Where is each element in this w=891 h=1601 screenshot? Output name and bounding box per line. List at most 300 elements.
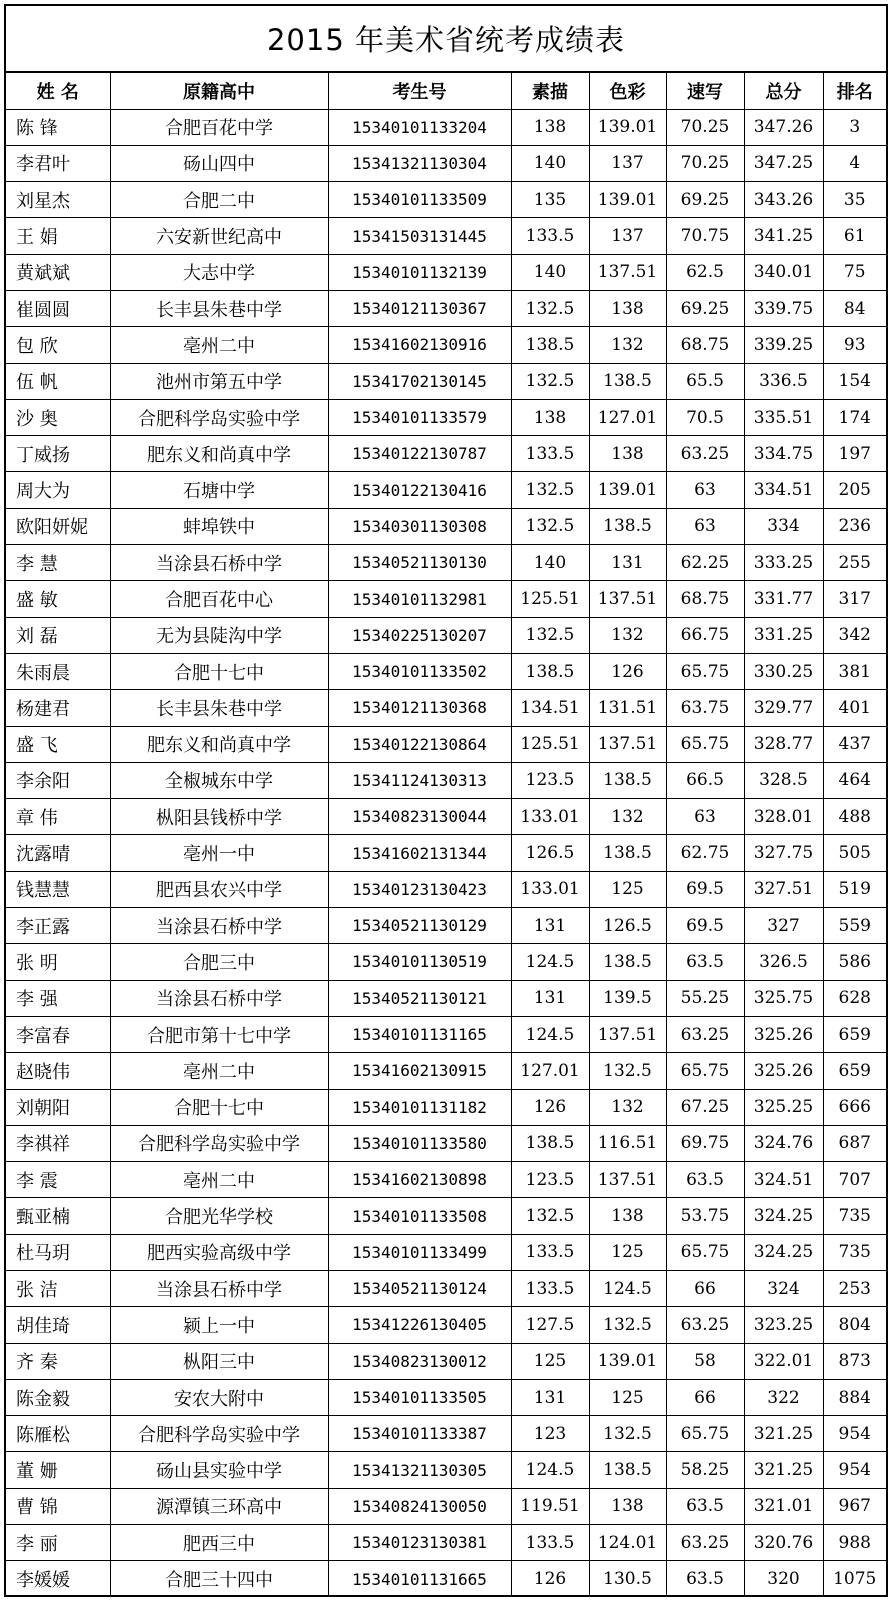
table-row <box>6 1452 886 1488</box>
exam-id: 15340121130368 <box>328 690 511 726</box>
rank: 197 <box>823 436 886 472</box>
total-score: 331.25 <box>744 617 823 653</box>
sketch-score: 133.01 <box>511 871 589 907</box>
exam-id: 15340122130416 <box>328 472 511 508</box>
total-score: 343.26 <box>744 182 823 218</box>
color-score: 139.01 <box>589 472 666 508</box>
color-score: 138.5 <box>589 835 666 871</box>
table-row <box>6 109 886 145</box>
table-row <box>6 1198 886 1234</box>
school-name: 石塘中学 <box>110 472 328 508</box>
quick-sketch-score: 63.75 <box>666 690 744 726</box>
color-score: 132 <box>589 327 666 363</box>
quick-sketch-score: 69.5 <box>666 908 744 944</box>
exam-id: 15340521130121 <box>328 980 511 1016</box>
quick-sketch-score: 67.25 <box>666 1089 744 1125</box>
sketch-score: 125.51 <box>511 726 589 762</box>
exam-id: 15341226130405 <box>328 1307 511 1343</box>
student-name: 李富春 <box>6 1016 110 1052</box>
student-name: 杜马玥 <box>6 1234 110 1270</box>
total-score: 335.51 <box>744 399 823 435</box>
total-score: 341.25 <box>744 218 823 254</box>
color-score: 124.5 <box>589 1271 666 1307</box>
student-name: 甄亚楠 <box>6 1198 110 1234</box>
exam-id: 15340101133580 <box>328 1125 511 1161</box>
total-score: 322.01 <box>744 1343 823 1379</box>
rank: 253 <box>823 1271 886 1307</box>
student-name: 李祺祥 <box>6 1125 110 1161</box>
exam-id: 15340101133508 <box>328 1198 511 1234</box>
rank: 236 <box>823 508 886 544</box>
table-row <box>6 908 886 944</box>
sketch-score: 131 <box>511 1379 589 1415</box>
school-name: 当涂县石桥中学 <box>110 545 328 581</box>
total-score: 331.77 <box>744 581 823 617</box>
color-score: 132 <box>589 799 666 835</box>
sketch-score: 126 <box>511 1561 589 1597</box>
quick-sketch-score: 63.25 <box>666 1307 744 1343</box>
exam-id: 15340121130367 <box>328 290 511 326</box>
exam-id: 15340101131182 <box>328 1089 511 1125</box>
sketch-score: 135 <box>511 182 589 218</box>
quick-sketch-score: 69.5 <box>666 871 744 907</box>
quick-sketch-score: 55.25 <box>666 980 744 1016</box>
table-row <box>6 399 886 435</box>
student-name: 张 洁 <box>6 1271 110 1307</box>
color-score: 132.5 <box>589 1053 666 1089</box>
student-name: 李 震 <box>6 1162 110 1198</box>
total-score: 324.76 <box>744 1125 823 1161</box>
color-score: 131.51 <box>589 690 666 726</box>
quick-sketch-score: 63 <box>666 472 744 508</box>
total-score: 324.25 <box>744 1198 823 1234</box>
color-score: 139.01 <box>589 109 666 145</box>
table-row <box>6 762 886 798</box>
student-name: 周大为 <box>6 472 110 508</box>
sketch-score: 131 <box>511 908 589 944</box>
school-name: 无为县陡沟中学 <box>110 617 328 653</box>
quick-sketch-score: 70.25 <box>666 145 744 181</box>
exam-id: 15340521130130 <box>328 545 511 581</box>
header-color: 色彩 <box>589 73 666 109</box>
quick-sketch-score: 58 <box>666 1343 744 1379</box>
color-score: 131 <box>589 545 666 581</box>
color-score: 137.51 <box>589 1162 666 1198</box>
student-name: 李 丽 <box>6 1525 110 1561</box>
school-name: 源潭镇三环高中 <box>110 1488 328 1524</box>
rank: 659 <box>823 1016 886 1052</box>
quick-sketch-score: 65.75 <box>666 653 744 689</box>
rank: 735 <box>823 1234 886 1270</box>
color-score: 138 <box>589 1198 666 1234</box>
exam-id: 15340823130012 <box>328 1343 511 1379</box>
total-score: 321.25 <box>744 1452 823 1488</box>
total-score: 320.76 <box>744 1525 823 1561</box>
table-row <box>6 327 886 363</box>
total-score: 328.01 <box>744 799 823 835</box>
sketch-score: 133.5 <box>511 1234 589 1270</box>
total-score: 326.5 <box>744 944 823 980</box>
student-name: 朱雨晨 <box>6 653 110 689</box>
color-score: 137.51 <box>589 1016 666 1052</box>
exam-id: 15340101132139 <box>328 254 511 290</box>
exam-id: 15341503131445 <box>328 218 511 254</box>
table-row <box>6 1561 886 1597</box>
table-row <box>6 1162 886 1198</box>
total-score: 336.5 <box>744 363 823 399</box>
table-row <box>6 944 886 980</box>
student-name: 包 欣 <box>6 327 110 363</box>
header-row <box>6 73 886 109</box>
student-name: 杨建君 <box>6 690 110 726</box>
quick-sketch-score: 65.75 <box>666 726 744 762</box>
total-score: 324.51 <box>744 1162 823 1198</box>
quick-sketch-score: 65.5 <box>666 363 744 399</box>
table-row <box>6 436 886 472</box>
table-row <box>6 290 886 326</box>
table-row <box>6 726 886 762</box>
sketch-score: 138 <box>511 399 589 435</box>
student-name: 王 娟 <box>6 218 110 254</box>
quick-sketch-score: 69.25 <box>666 182 744 218</box>
color-score: 125 <box>589 1234 666 1270</box>
color-score: 132.5 <box>589 1416 666 1452</box>
quick-sketch-score: 65.75 <box>666 1234 744 1270</box>
quick-sketch-score: 69.75 <box>666 1125 744 1161</box>
rank: 488 <box>823 799 886 835</box>
student-name: 丁威扬 <box>6 436 110 472</box>
total-score: 325.25 <box>744 1089 823 1125</box>
quick-sketch-score: 63.25 <box>666 1016 744 1052</box>
quick-sketch-score: 62.75 <box>666 835 744 871</box>
student-name: 曹 锦 <box>6 1488 110 1524</box>
sketch-score: 133.5 <box>511 218 589 254</box>
exam-id: 15340521130124 <box>328 1271 511 1307</box>
school-name: 肥西实验高级中学 <box>110 1234 328 1270</box>
student-name: 沙 奥 <box>6 399 110 435</box>
color-score: 126.5 <box>589 908 666 944</box>
exam-id: 15340101133387 <box>328 1416 511 1452</box>
exam-id: 15340122130864 <box>328 726 511 762</box>
quick-sketch-score: 63.5 <box>666 944 744 980</box>
exam-id: 15340123130381 <box>328 1525 511 1561</box>
exam-id: 15340301130308 <box>328 508 511 544</box>
color-score: 139.01 <box>589 182 666 218</box>
student-name: 盛 飞 <box>6 726 110 762</box>
rank: 61 <box>823 218 886 254</box>
table-row <box>6 690 886 726</box>
sketch-score: 140 <box>511 254 589 290</box>
student-name: 李 慧 <box>6 545 110 581</box>
table-row <box>6 254 886 290</box>
color-score: 138.5 <box>589 762 666 798</box>
table-row <box>6 145 886 181</box>
rank: 75 <box>823 254 886 290</box>
rank: 804 <box>823 1307 886 1343</box>
total-score: 329.77 <box>744 690 823 726</box>
exam-id: 15340101132981 <box>328 581 511 617</box>
header-name: 姓 名 <box>6 73 110 109</box>
exam-id: 15340101133499 <box>328 1234 511 1270</box>
table-row <box>6 508 886 544</box>
table-row <box>6 617 886 653</box>
student-name: 齐 秦 <box>6 1343 110 1379</box>
rank: 3 <box>823 109 886 145</box>
table-row <box>6 980 886 1016</box>
quick-sketch-score: 62.5 <box>666 254 744 290</box>
table-row <box>6 1089 886 1125</box>
school-name: 长丰县朱巷中学 <box>110 290 328 326</box>
exam-id: 15340824130050 <box>328 1488 511 1524</box>
header-total: 总分 <box>744 73 823 109</box>
total-score: 347.26 <box>744 109 823 145</box>
student-name: 陈金毅 <box>6 1379 110 1415</box>
exam-id: 15341321130304 <box>328 145 511 181</box>
school-name: 合肥十七中 <box>110 653 328 689</box>
quick-sketch-score: 66 <box>666 1379 744 1415</box>
table-row <box>6 1307 886 1343</box>
sketch-score: 133.01 <box>511 799 589 835</box>
total-score: 321.25 <box>744 1416 823 1452</box>
total-score: 327.75 <box>744 835 823 871</box>
student-name: 伍 帆 <box>6 363 110 399</box>
total-score: 334 <box>744 508 823 544</box>
quick-sketch-score: 65.75 <box>666 1416 744 1452</box>
color-score: 139.01 <box>589 1343 666 1379</box>
school-name: 长丰县朱巷中学 <box>110 690 328 726</box>
school-name: 亳州二中 <box>110 1162 328 1198</box>
quick-sketch-score: 70.5 <box>666 399 744 435</box>
color-score: 137.51 <box>589 726 666 762</box>
quick-sketch-score: 63.25 <box>666 1525 744 1561</box>
school-name: 池州市第五中学 <box>110 363 328 399</box>
exam-id: 15340123130423 <box>328 871 511 907</box>
total-score: 325.26 <box>744 1053 823 1089</box>
table-row <box>6 1053 886 1089</box>
score-table <box>6 73 886 1597</box>
rank: 559 <box>823 908 886 944</box>
rank: 255 <box>823 545 886 581</box>
color-score: 138.5 <box>589 1452 666 1488</box>
sketch-score: 138.5 <box>511 327 589 363</box>
sketch-score: 124.5 <box>511 1016 589 1052</box>
color-score: 137.51 <box>589 254 666 290</box>
school-name: 合肥二中 <box>110 182 328 218</box>
rank: 317 <box>823 581 886 617</box>
color-score: 138.5 <box>589 363 666 399</box>
exam-id: 15341602131344 <box>328 835 511 871</box>
sketch-score: 138.5 <box>511 1125 589 1161</box>
school-name: 合肥科学岛实验中学 <box>110 1125 328 1161</box>
table-row <box>6 1016 886 1052</box>
exam-id: 15341321130305 <box>328 1452 511 1488</box>
student-name: 陈 锋 <box>6 109 110 145</box>
color-score: 138 <box>589 290 666 326</box>
sketch-score: 126.5 <box>511 835 589 871</box>
rank: 988 <box>823 1525 886 1561</box>
exam-id: 15341124130313 <box>328 762 511 798</box>
school-name: 当涂县石桥中学 <box>110 1271 328 1307</box>
color-score: 138.5 <box>589 944 666 980</box>
rank: 1075 <box>823 1561 886 1597</box>
total-score: 324 <box>744 1271 823 1307</box>
table-row <box>6 1234 886 1270</box>
student-name: 章 伟 <box>6 799 110 835</box>
exam-id: 15340122130787 <box>328 436 511 472</box>
rank: 954 <box>823 1416 886 1452</box>
sketch-score: 131 <box>511 980 589 1016</box>
school-name: 砀山县实验中学 <box>110 1452 328 1488</box>
student-name: 李余阳 <box>6 762 110 798</box>
color-score: 124.01 <box>589 1525 666 1561</box>
rank: 735 <box>823 1198 886 1234</box>
sketch-score: 127.5 <box>511 1307 589 1343</box>
table-row <box>6 218 886 254</box>
sketch-score: 132.5 <box>511 617 589 653</box>
school-name: 六安新世纪高中 <box>110 218 328 254</box>
total-score: 340.01 <box>744 254 823 290</box>
exam-id: 15340101133505 <box>328 1379 511 1415</box>
student-name: 崔圆圆 <box>6 290 110 326</box>
quick-sketch-score: 63 <box>666 508 744 544</box>
table-row <box>6 871 886 907</box>
color-score: 126 <box>589 653 666 689</box>
sketch-score: 119.51 <box>511 1488 589 1524</box>
school-name: 砀山四中 <box>110 145 328 181</box>
total-score: 339.25 <box>744 327 823 363</box>
sketch-score: 133.5 <box>511 1271 589 1307</box>
exam-id: 15341602130916 <box>328 327 511 363</box>
sketch-score: 132.5 <box>511 363 589 399</box>
total-score: 328.5 <box>744 762 823 798</box>
quick-sketch-score: 63.5 <box>666 1488 744 1524</box>
sketch-score: 125 <box>511 1343 589 1379</box>
rank: 174 <box>823 399 886 435</box>
exam-id: 15341702130145 <box>328 363 511 399</box>
rank: 954 <box>823 1452 886 1488</box>
table-row <box>6 1488 886 1524</box>
rank: 84 <box>823 290 886 326</box>
rank: 4 <box>823 145 886 181</box>
total-score: 321.01 <box>744 1488 823 1524</box>
exam-id: 15340101133204 <box>328 109 511 145</box>
student-name: 刘星杰 <box>6 182 110 218</box>
sketch-score: 134.51 <box>511 690 589 726</box>
color-score: 125 <box>589 871 666 907</box>
school-name: 大志中学 <box>110 254 328 290</box>
school-name: 合肥科学岛实验中学 <box>110 399 328 435</box>
table-row <box>6 182 886 218</box>
student-name: 陈雁松 <box>6 1416 110 1452</box>
header-quick-sketch: 速写 <box>666 73 744 109</box>
exam-id: 15340101133579 <box>328 399 511 435</box>
table-row <box>6 545 886 581</box>
total-score: 323.25 <box>744 1307 823 1343</box>
table-row <box>6 1379 886 1415</box>
table-row <box>6 799 886 835</box>
quick-sketch-score: 63.25 <box>666 436 744 472</box>
sketch-score: 124.5 <box>511 1452 589 1488</box>
school-name: 合肥市第十七中学 <box>110 1016 328 1052</box>
color-score: 130.5 <box>589 1561 666 1597</box>
color-score: 138 <box>589 436 666 472</box>
rank: 401 <box>823 690 886 726</box>
school-name: 肥东义和尚真中学 <box>110 726 328 762</box>
total-score: 320 <box>744 1561 823 1597</box>
total-score: 325.75 <box>744 980 823 1016</box>
student-name: 沈露晴 <box>6 835 110 871</box>
sketch-score: 132.5 <box>511 290 589 326</box>
table-row <box>6 1343 886 1379</box>
exam-id: 15340101131165 <box>328 1016 511 1052</box>
rank: 586 <box>823 944 886 980</box>
school-name: 肥东义和尚真中学 <box>110 436 328 472</box>
quick-sketch-score: 68.75 <box>666 327 744 363</box>
student-name: 欧阳妍妮 <box>6 508 110 544</box>
table-row <box>6 1271 886 1307</box>
total-score: 322 <box>744 1379 823 1415</box>
student-name: 钱慧慧 <box>6 871 110 907</box>
sketch-score: 126 <box>511 1089 589 1125</box>
header-exam-id: 考生号 <box>328 73 511 109</box>
rank: 205 <box>823 472 886 508</box>
color-score: 125 <box>589 1379 666 1415</box>
school-name: 全椒城东中学 <box>110 762 328 798</box>
student-name: 董 姗 <box>6 1452 110 1488</box>
rank: 505 <box>823 835 886 871</box>
school-name: 合肥百花中心 <box>110 581 328 617</box>
sketch-score: 140 <box>511 145 589 181</box>
sheet-title: 2015 年美术省统考成绩表 <box>6 6 886 73</box>
student-name: 李 强 <box>6 980 110 1016</box>
quick-sketch-score: 65.75 <box>666 1053 744 1089</box>
color-score: 132.5 <box>589 1307 666 1343</box>
quick-sketch-score: 63 <box>666 799 744 835</box>
school-name: 合肥科学岛实验中学 <box>110 1416 328 1452</box>
sketch-score: 124.5 <box>511 944 589 980</box>
student-name: 李君叶 <box>6 145 110 181</box>
table-row <box>6 835 886 871</box>
quick-sketch-score: 66.75 <box>666 617 744 653</box>
school-name: 蚌埠铁中 <box>110 508 328 544</box>
table-row <box>6 581 886 617</box>
rank: 154 <box>823 363 886 399</box>
rank: 464 <box>823 762 886 798</box>
exam-id: 15341602130915 <box>328 1053 511 1089</box>
color-score: 137 <box>589 218 666 254</box>
table-row <box>6 363 886 399</box>
header-school: 原籍高中 <box>110 73 328 109</box>
quick-sketch-score: 62.25 <box>666 545 744 581</box>
color-score: 116.51 <box>589 1125 666 1161</box>
student-name: 刘朝阳 <box>6 1089 110 1125</box>
school-name: 合肥光华学校 <box>110 1198 328 1234</box>
school-name: 亳州一中 <box>110 835 328 871</box>
exam-id: 15340101130519 <box>328 944 511 980</box>
student-name: 赵晓伟 <box>6 1053 110 1089</box>
sketch-score: 132.5 <box>511 472 589 508</box>
rank: 437 <box>823 726 886 762</box>
color-score: 139.5 <box>589 980 666 1016</box>
table-row <box>6 1525 886 1561</box>
total-score: 330.25 <box>744 653 823 689</box>
sketch-score: 123.5 <box>511 1162 589 1198</box>
student-name: 刘 磊 <box>6 617 110 653</box>
rank: 707 <box>823 1162 886 1198</box>
school-name: 亳州二中 <box>110 1053 328 1089</box>
color-score: 132 <box>589 617 666 653</box>
quick-sketch-score: 63.5 <box>666 1162 744 1198</box>
